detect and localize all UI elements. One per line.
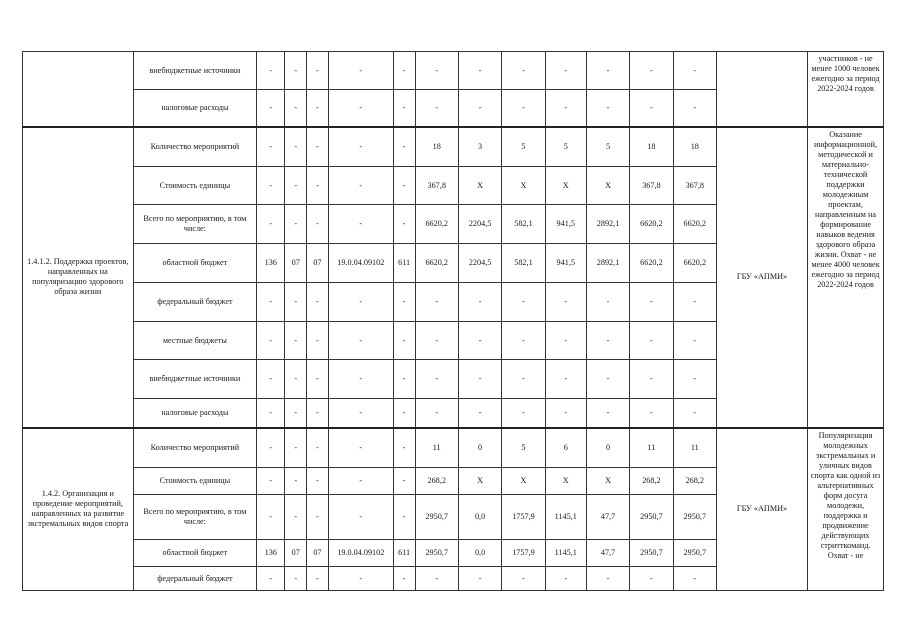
result-cell: участников - не менее 1000 человек ежегодно за период 2022-2024 годов bbox=[808, 52, 884, 127]
value-cell: - bbox=[415, 283, 458, 322]
value-cell: - bbox=[586, 283, 629, 322]
value-cell: - bbox=[673, 399, 716, 428]
value-cell: - bbox=[630, 283, 673, 322]
value-cell: - bbox=[630, 567, 673, 591]
value-cell: - bbox=[328, 428, 393, 468]
value-cell: 3 bbox=[458, 127, 501, 167]
value-cell: - bbox=[630, 399, 673, 428]
value-cell: - bbox=[257, 322, 285, 360]
value-cell: - bbox=[458, 399, 501, 428]
value-cell: X bbox=[502, 167, 545, 205]
value-cell: - bbox=[586, 322, 629, 360]
result-cell: Популяризация молодежных экстремальных и уличных видов спорта как одной из альтернативных форм досуга молодежи, поддержка и продвижение действующих стритткоманд. Охват - не bbox=[808, 428, 884, 591]
value-cell: - bbox=[393, 468, 415, 495]
value-cell: - bbox=[257, 167, 285, 205]
value-cell: - bbox=[502, 360, 545, 399]
funding-label-cell: внебюджетные источники bbox=[133, 360, 257, 399]
value-cell: - bbox=[393, 127, 415, 167]
value-cell: - bbox=[285, 90, 307, 127]
value-cell: 5 bbox=[545, 127, 586, 167]
value-cell: - bbox=[415, 399, 458, 428]
value-cell: - bbox=[285, 495, 307, 540]
funding-label-cell: Количество мероприятий bbox=[133, 428, 257, 468]
value-cell: - bbox=[393, 52, 415, 90]
value-cell: 1145,1 bbox=[545, 540, 586, 567]
value-cell: - bbox=[328, 495, 393, 540]
value-cell: - bbox=[307, 52, 329, 90]
value-cell: X bbox=[458, 468, 501, 495]
value-cell: - bbox=[307, 468, 329, 495]
funding-label-cell: местные бюджеты bbox=[133, 322, 257, 360]
value-cell: 6620,2 bbox=[673, 205, 716, 244]
value-cell: - bbox=[328, 399, 393, 428]
value-cell: - bbox=[307, 127, 329, 167]
value-cell: - bbox=[328, 283, 393, 322]
value-cell: - bbox=[328, 322, 393, 360]
value-cell: - bbox=[673, 360, 716, 399]
value-cell: - bbox=[630, 322, 673, 360]
value-cell: 11 bbox=[630, 428, 673, 468]
table-row bbox=[23, 428, 884, 468]
value-cell: - bbox=[393, 205, 415, 244]
value-cell: - bbox=[257, 428, 285, 468]
value-cell: 5 bbox=[502, 428, 545, 468]
value-cell: - bbox=[545, 90, 586, 127]
value-cell: 367,8 bbox=[415, 167, 458, 205]
value-cell: 19.0.04.09102 bbox=[328, 540, 393, 567]
funding-label-cell: Количество мероприятий bbox=[133, 127, 257, 167]
value-cell: - bbox=[285, 360, 307, 399]
value-cell: - bbox=[502, 283, 545, 322]
item-name-cell: 1.4.1.2. Поддержка проектов, направленных на популяризацию здорового образа жизни bbox=[23, 127, 134, 428]
value-cell: 07 bbox=[285, 540, 307, 567]
value-cell: 2950,7 bbox=[415, 540, 458, 567]
value-cell: 5 bbox=[586, 127, 629, 167]
funding-label-cell: Стоимость единицы bbox=[133, 468, 257, 495]
item-name-cell bbox=[23, 52, 134, 127]
value-cell: 611 bbox=[393, 540, 415, 567]
value-cell: - bbox=[673, 52, 716, 90]
value-cell: 2892,1 bbox=[586, 244, 629, 283]
value-cell: - bbox=[673, 322, 716, 360]
value-cell: 6620,2 bbox=[415, 205, 458, 244]
program-table bbox=[22, 51, 884, 591]
value-cell: - bbox=[393, 495, 415, 540]
value-cell: - bbox=[586, 90, 629, 127]
value-cell: - bbox=[415, 52, 458, 90]
funding-label-cell: областной бюджет bbox=[133, 244, 257, 283]
value-cell: 07 bbox=[307, 540, 329, 567]
value-cell: - bbox=[673, 283, 716, 322]
value-cell: - bbox=[257, 90, 285, 127]
value-cell: - bbox=[545, 283, 586, 322]
value-cell: - bbox=[257, 360, 285, 399]
value-cell: - bbox=[328, 90, 393, 127]
value-cell: 1757,9 bbox=[502, 540, 545, 567]
value-cell: - bbox=[502, 322, 545, 360]
value-cell: - bbox=[257, 205, 285, 244]
value-cell: - bbox=[328, 205, 393, 244]
value-cell: - bbox=[458, 283, 501, 322]
value-cell: X bbox=[545, 167, 586, 205]
value-cell: 268,2 bbox=[673, 468, 716, 495]
value-cell: - bbox=[393, 428, 415, 468]
value-cell: - bbox=[257, 399, 285, 428]
funding-label-cell: Стоимость единицы bbox=[133, 167, 257, 205]
value-cell: - bbox=[257, 283, 285, 322]
value-cell: - bbox=[285, 322, 307, 360]
value-cell: - bbox=[586, 52, 629, 90]
value-cell: - bbox=[393, 399, 415, 428]
value-cell: - bbox=[285, 567, 307, 591]
value-cell: 367,8 bbox=[673, 167, 716, 205]
value-cell: - bbox=[285, 167, 307, 205]
value-cell: - bbox=[307, 90, 329, 127]
value-cell: - bbox=[586, 567, 629, 591]
value-cell: - bbox=[545, 322, 586, 360]
value-cell: 19.0.04.09102 bbox=[328, 244, 393, 283]
value-cell: - bbox=[545, 360, 586, 399]
value-cell: - bbox=[307, 360, 329, 399]
value-cell: - bbox=[285, 127, 307, 167]
value-cell: - bbox=[257, 495, 285, 540]
value-cell: - bbox=[257, 127, 285, 167]
value-cell: - bbox=[285, 468, 307, 495]
value-cell: 2204,5 bbox=[458, 205, 501, 244]
value-cell: - bbox=[285, 283, 307, 322]
value-cell: - bbox=[502, 90, 545, 127]
value-cell: - bbox=[415, 567, 458, 591]
funding-label-cell: федеральный бюджет bbox=[133, 567, 257, 591]
value-cell: 136 bbox=[257, 244, 285, 283]
value-cell: - bbox=[257, 468, 285, 495]
funding-label-cell: федеральный бюджет bbox=[133, 283, 257, 322]
value-cell: - bbox=[257, 567, 285, 591]
value-cell: - bbox=[307, 428, 329, 468]
value-cell: 6620,2 bbox=[673, 244, 716, 283]
value-cell: 47,7 bbox=[586, 540, 629, 567]
value-cell: - bbox=[285, 428, 307, 468]
value-cell: 2950,7 bbox=[630, 540, 673, 567]
value-cell: 1145,1 bbox=[545, 495, 586, 540]
value-cell: X bbox=[502, 468, 545, 495]
value-cell: 07 bbox=[307, 244, 329, 283]
value-cell: - bbox=[328, 468, 393, 495]
value-cell: 367,8 bbox=[630, 167, 673, 205]
value-cell: 2892,1 bbox=[586, 205, 629, 244]
value-cell: - bbox=[328, 52, 393, 90]
value-cell: - bbox=[630, 90, 673, 127]
value-cell: 18 bbox=[673, 127, 716, 167]
result-cell: Оказание информационной, методической и материально-технической поддержки молодежным проектам, направленным на формирование навыков ведения здорового образа жизни. Охват - не менее 4000 человек ежегодно за период 2022-2024 годов bbox=[808, 127, 884, 428]
value-cell: - bbox=[307, 205, 329, 244]
value-cell: - bbox=[458, 90, 501, 127]
value-cell: 11 bbox=[673, 428, 716, 468]
table-row bbox=[23, 52, 884, 90]
value-cell: 0 bbox=[458, 428, 501, 468]
value-cell: - bbox=[545, 399, 586, 428]
value-cell: - bbox=[458, 567, 501, 591]
value-cell: 2950,7 bbox=[673, 540, 716, 567]
value-cell: 941,5 bbox=[545, 244, 586, 283]
executor-cell: ГБУ «АПМИ» bbox=[716, 127, 807, 428]
value-cell: - bbox=[545, 52, 586, 90]
value-cell: - bbox=[393, 90, 415, 127]
value-cell: 6620,2 bbox=[630, 205, 673, 244]
value-cell: - bbox=[415, 322, 458, 360]
value-cell: - bbox=[307, 283, 329, 322]
executor-cell: ГБУ «АПМИ» bbox=[716, 428, 807, 591]
item-name-cell: 1.4.2. Организация и проведение мероприятий, направленных на развитие экстремальных видов спорта bbox=[23, 428, 134, 591]
value-cell: 611 bbox=[393, 244, 415, 283]
value-cell: - bbox=[502, 567, 545, 591]
funding-label-cell: Всего по мероприятию, в том числе: bbox=[133, 495, 257, 540]
value-cell: - bbox=[393, 567, 415, 591]
value-cell: 6620,2 bbox=[630, 244, 673, 283]
value-cell: - bbox=[393, 167, 415, 205]
value-cell: 268,2 bbox=[630, 468, 673, 495]
funding-label-cell: Всего по мероприятию, в том числе: bbox=[133, 205, 257, 244]
value-cell: X bbox=[458, 167, 501, 205]
value-cell: - bbox=[458, 52, 501, 90]
value-cell: 11 bbox=[415, 428, 458, 468]
value-cell: - bbox=[393, 322, 415, 360]
funding-label-cell: внебюджетные источники bbox=[133, 52, 257, 90]
value-cell: 6 bbox=[545, 428, 586, 468]
value-cell: - bbox=[285, 399, 307, 428]
executor-cell bbox=[716, 52, 807, 127]
value-cell: - bbox=[328, 360, 393, 399]
value-cell: 07 bbox=[285, 244, 307, 283]
value-cell: - bbox=[586, 360, 629, 399]
value-cell: 582,1 bbox=[502, 205, 545, 244]
value-cell: - bbox=[502, 52, 545, 90]
value-cell: 0 bbox=[586, 428, 629, 468]
value-cell: X bbox=[586, 167, 629, 205]
value-cell: - bbox=[586, 399, 629, 428]
value-cell: 0,0 bbox=[458, 540, 501, 567]
value-cell: X bbox=[586, 468, 629, 495]
value-cell: - bbox=[285, 52, 307, 90]
value-cell: - bbox=[393, 283, 415, 322]
value-cell: - bbox=[307, 322, 329, 360]
value-cell: - bbox=[393, 360, 415, 399]
value-cell: - bbox=[307, 167, 329, 205]
value-cell: 268,2 bbox=[415, 468, 458, 495]
value-cell: 2950,7 bbox=[673, 495, 716, 540]
value-cell: - bbox=[630, 52, 673, 90]
value-cell: X bbox=[545, 468, 586, 495]
value-cell: - bbox=[307, 399, 329, 428]
value-cell: 2204,5 bbox=[458, 244, 501, 283]
value-cell: 0,0 bbox=[458, 495, 501, 540]
value-cell: - bbox=[673, 90, 716, 127]
value-cell: - bbox=[307, 567, 329, 591]
funding-label-cell: налоговые расходы bbox=[133, 399, 257, 428]
value-cell: - bbox=[328, 167, 393, 205]
value-cell: 2950,7 bbox=[415, 495, 458, 540]
value-cell: - bbox=[328, 567, 393, 591]
table-row bbox=[23, 127, 884, 167]
value-cell: - bbox=[458, 322, 501, 360]
value-cell: 18 bbox=[630, 127, 673, 167]
value-cell: 6620,2 bbox=[415, 244, 458, 283]
value-cell: 18 bbox=[415, 127, 458, 167]
value-cell: - bbox=[415, 90, 458, 127]
value-cell: - bbox=[545, 567, 586, 591]
value-cell: - bbox=[328, 127, 393, 167]
value-cell: 941,5 bbox=[545, 205, 586, 244]
value-cell: - bbox=[285, 205, 307, 244]
funding-label-cell: областной бюджет bbox=[133, 540, 257, 567]
value-cell: 47,7 bbox=[586, 495, 629, 540]
value-cell: - bbox=[673, 567, 716, 591]
value-cell: - bbox=[257, 52, 285, 90]
value-cell: 2950,7 bbox=[630, 495, 673, 540]
value-cell: 1757,9 bbox=[502, 495, 545, 540]
value-cell: - bbox=[307, 495, 329, 540]
value-cell: 5 bbox=[502, 127, 545, 167]
value-cell: - bbox=[630, 360, 673, 399]
value-cell: 136 bbox=[257, 540, 285, 567]
value-cell: - bbox=[458, 360, 501, 399]
value-cell: - bbox=[415, 360, 458, 399]
value-cell: 582,1 bbox=[502, 244, 545, 283]
funding-label-cell: налоговые расходы bbox=[133, 90, 257, 127]
value-cell: - bbox=[502, 399, 545, 428]
